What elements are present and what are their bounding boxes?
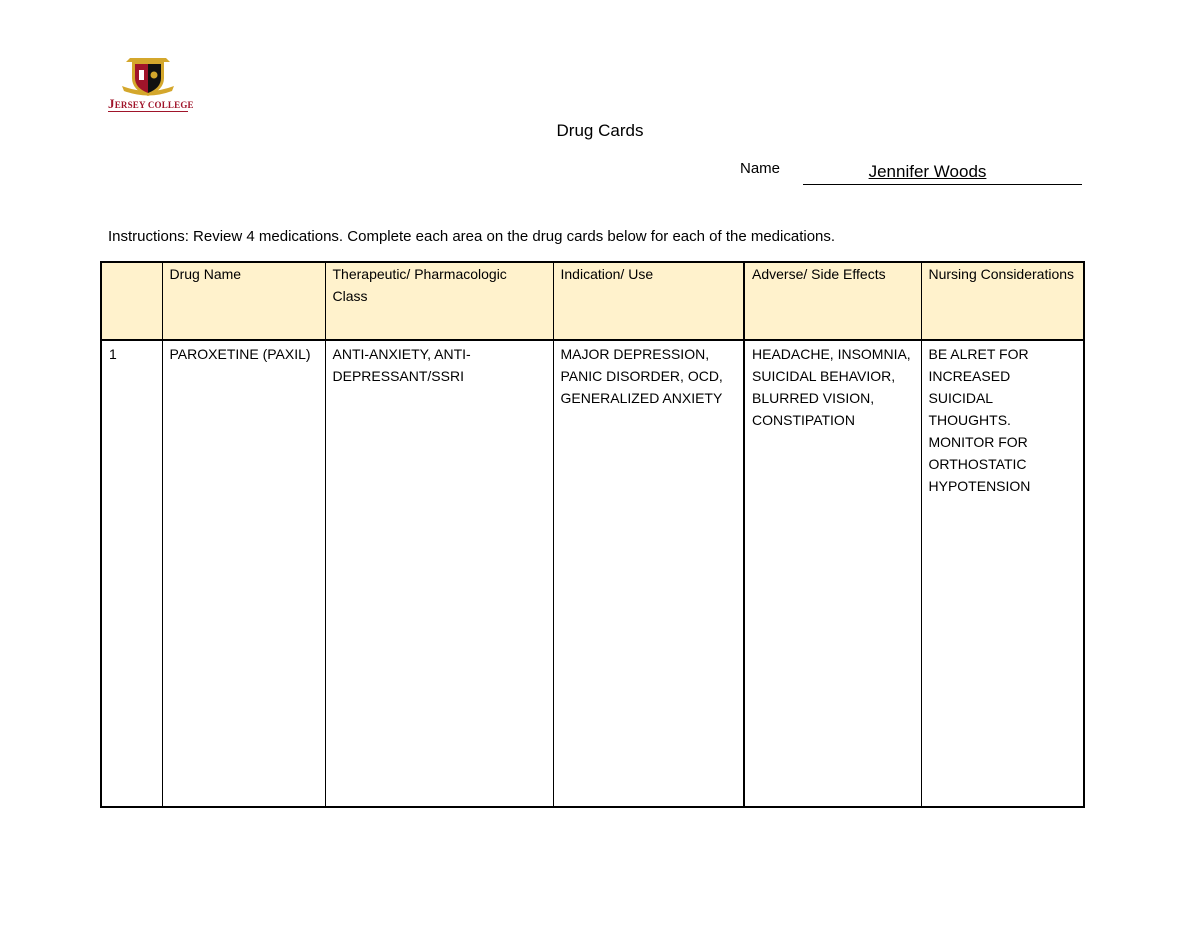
table-row	[101, 340, 1084, 807]
cell-class[interactable]: ANTI-ANXIETY, ANTI-DEPRESSANT/SSRI	[325, 340, 553, 807]
shield-crest-icon	[108, 56, 188, 98]
header-number	[101, 262, 162, 340]
name-label: Name	[740, 160, 781, 177]
page-title: Drug Cards	[556, 121, 644, 140]
cell-drug-name[interactable]: PAROXETINE (PAXIL)	[162, 340, 325, 807]
row-number: 1	[101, 340, 162, 807]
name-value: Jennifer Woods	[868, 162, 987, 181]
college-logo	[108, 56, 194, 118]
cell-indication[interactable]: MAJOR DEPRESSION, PANIC DISORDER, OCD, GENERALIZED ANXIETY	[553, 340, 744, 807]
header-class: Therapeutic/ Pharmacologic Class	[325, 262, 553, 340]
table-header-row	[101, 262, 1084, 340]
instructions-text: Instructions: Review 4 medications. Complete each area on the drug cards below for each of the medications.	[108, 228, 836, 245]
cell-nursing[interactable]: BE ALRET FOR INCREASED SUICIDAL THOUGHTS. MONITOR FOR ORTHOSTATIC HYPOTENSION	[921, 340, 1084, 807]
cell-adverse[interactable]: HEADACHE, INSOMNIA, SUICIDAL BEHAVIOR, BLURRED VISION, CONSTIPATION	[744, 340, 921, 807]
college-name-logo-text: JERSEY COLLEGE	[108, 96, 194, 111]
name-field[interactable]	[803, 160, 1082, 185]
drug-card-table	[100, 261, 1085, 808]
header-indication: Indication/ Use	[553, 262, 744, 340]
header-adverse: Adverse/ Side Effects	[744, 262, 921, 340]
header-nursing: Nursing Considerations	[921, 262, 1084, 340]
header-drug-name: Drug Name	[162, 262, 325, 340]
